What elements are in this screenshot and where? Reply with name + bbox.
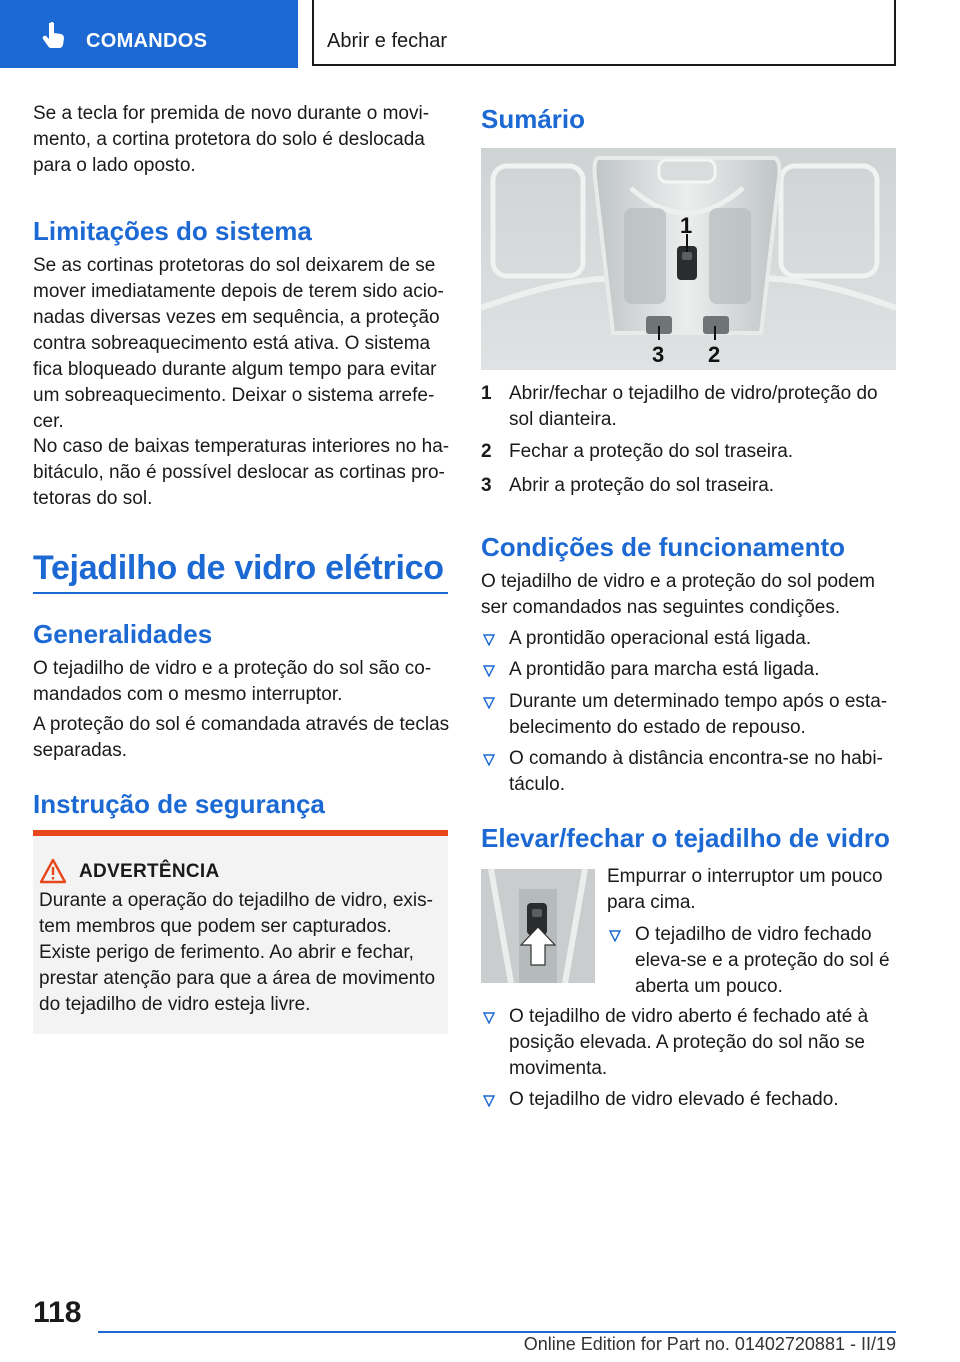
figure-label-1: 1 bbox=[680, 213, 693, 238]
general-paragraph-2: A proteção do sol é comandada através de teclas separadas. bbox=[33, 714, 450, 761]
list-item bbox=[481, 1004, 896, 1082]
figure-label-2: 2 bbox=[708, 342, 721, 367]
limits-heading: Limitações do sistema bbox=[33, 216, 312, 246]
raise-heading: Elevar/fechar o tejadilho de vidro bbox=[481, 823, 890, 853]
section-header bbox=[312, 0, 896, 66]
item-text: Abrir a proteção do sol traseira. bbox=[509, 475, 775, 496]
list-item bbox=[481, 626, 896, 652]
item-text: A prontidão operacional está ligada. bbox=[509, 628, 812, 649]
header-divider bbox=[0, 66, 298, 68]
item-number: 2 bbox=[481, 441, 492, 462]
conditions-heading: Condições de funcionamento bbox=[481, 532, 846, 562]
conditions-intro: O tejadilho de vidro e a proteção do sol podem ser comandados nas seguintes condições. bbox=[481, 571, 875, 618]
list-item bbox=[481, 439, 896, 465]
raise-intro: Empurrar o interruptor um pouco para cima. bbox=[607, 866, 883, 913]
warning-box bbox=[33, 830, 448, 1034]
safety-heading: Instrução de segurança bbox=[33, 789, 325, 819]
warning-title: ADVERTÊNCIA bbox=[79, 861, 220, 882]
chapter-tab-label: COMANDOS bbox=[86, 30, 208, 52]
item-text: O tejadilho de vidro elevado é fechado. bbox=[509, 1089, 839, 1110]
list-item bbox=[481, 473, 896, 499]
limits-paragraph-2: No caso de baixas temperaturas interiores no ha- bitáculo, não é possível deslocar as cortinas pro- tetoras do sol. bbox=[33, 436, 450, 509]
roof-console-figure bbox=[481, 148, 896, 370]
chapter-tab[interactable] bbox=[0, 0, 298, 66]
edition-text: Online Edition for Part no. 01402720881 - II/19 bbox=[523, 1334, 896, 1354]
item-number: 3 bbox=[481, 475, 492, 496]
bullet-triangle-icon bbox=[483, 697, 495, 709]
list-item bbox=[481, 381, 896, 435]
main-heading: Tejadilho de vidro elétrico bbox=[33, 549, 444, 587]
item-number: 1 bbox=[481, 383, 492, 404]
list-item bbox=[481, 657, 896, 683]
item-text: Abrir/fechar o tejadilho de vidro/proteção do sol dianteira. bbox=[509, 383, 878, 430]
list-item bbox=[481, 1087, 896, 1113]
list-item bbox=[607, 922, 897, 1000]
general-heading: Generalidades bbox=[33, 619, 213, 649]
summary-heading: Sumário bbox=[481, 104, 586, 134]
bullet-triangle-icon bbox=[609, 930, 621, 942]
list-item bbox=[481, 746, 896, 798]
main-heading-rule bbox=[33, 592, 448, 594]
warning-text: Durante a operação do tejadilho de vidro, exis- tem membros que podem ser capturados. Existe perigo de ferimento. Ao abrir e fechar, prestar atenção para que a área de movimento do tejadilho de vidro esteja livre. bbox=[39, 890, 436, 1015]
switch-push-figure bbox=[481, 869, 595, 983]
list-item bbox=[481, 689, 896, 741]
item-text: Fechar a proteção do sol traseira. bbox=[509, 441, 794, 462]
item-text: O comando à distância encontra-se no habi- táculo. bbox=[509, 748, 883, 795]
bullet-triangle-icon bbox=[483, 754, 495, 766]
warning-triangle-icon bbox=[39, 858, 67, 884]
bullet-triangle-icon bbox=[483, 1012, 495, 1024]
item-text: O tejadilho de vidro fechado eleva-se e a proteção do sol é aberta um pouco. bbox=[635, 924, 890, 997]
item-text: A prontidão para marcha está ligada. bbox=[509, 659, 820, 680]
intro-paragraph: Se a tecla for premida de novo durante o movi- mento, a cortina protetora do solo é deslocada para o lado oposto. bbox=[33, 103, 430, 176]
bullet-triangle-icon bbox=[483, 665, 495, 677]
footer-rule bbox=[98, 1331, 896, 1333]
item-text: O tejadilho de vidro aberto é fechado até à posição elevada. A proteção do sol não se movimenta. bbox=[509, 1006, 869, 1079]
figure-label-3: 3 bbox=[652, 342, 665, 367]
hand-pointer-icon bbox=[38, 20, 68, 50]
limits-paragraph-1: Se as cortinas protetoras do sol deixarem de se mover imediatamente depois de terem sido acio- nadas diversas vezes em sequência, a proteção contra sobreaquecimento está ativa. O sistema fica bloqueado durante algum tempo para evitar um sobreaquecimento. Deixar o sistema arrefe- cer. bbox=[33, 255, 444, 432]
bullet-triangle-icon bbox=[483, 1095, 495, 1107]
page-number: 118 bbox=[33, 1296, 82, 1329]
general-paragraph-1: O tejadilho de vidro e a proteção do sol são co- mandados com o mesmo interruptor. bbox=[33, 658, 432, 705]
item-text: Durante um determinado tempo após o esta- belecimento do estado de repouso. bbox=[509, 691, 888, 738]
bullet-triangle-icon bbox=[483, 634, 495, 646]
section-title: Abrir e fechar bbox=[327, 30, 448, 52]
